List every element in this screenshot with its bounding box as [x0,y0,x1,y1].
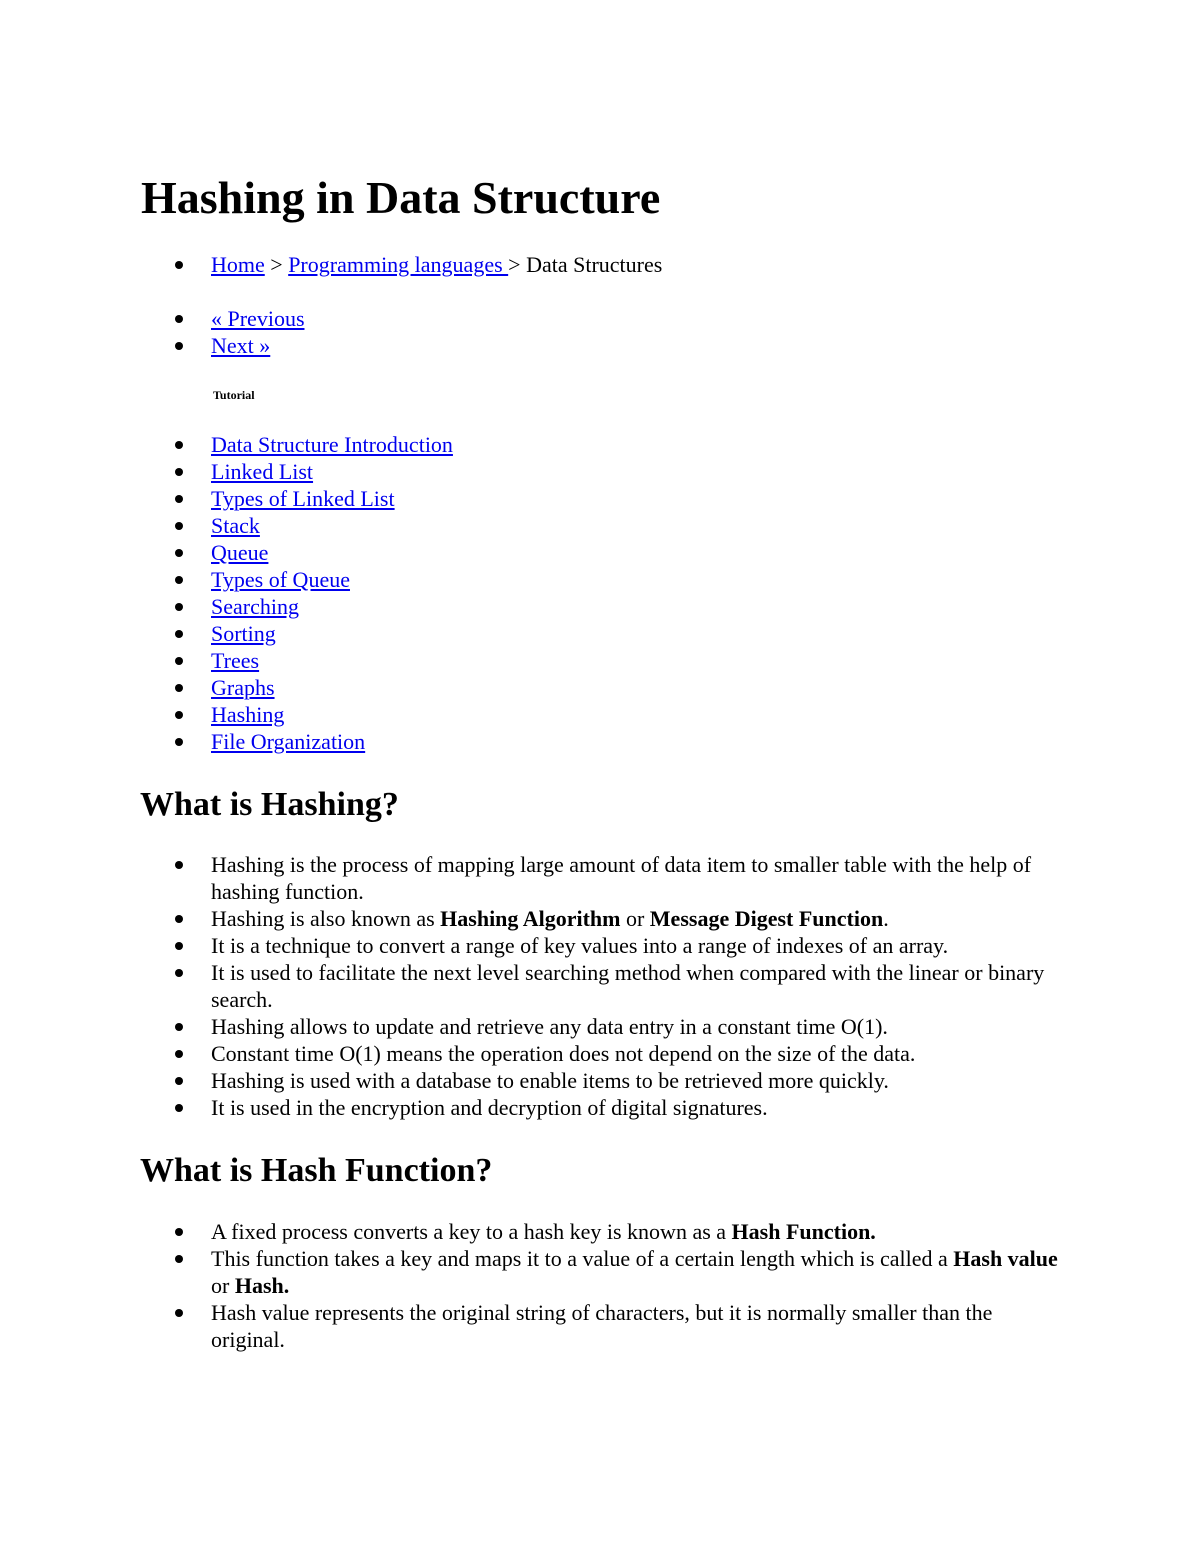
list-item: Constant time O(1) means the operation does not depend on the size of the data. [211,1040,1071,1067]
list-item [211,512,453,539]
tutorial-link-sorting[interactable]: Sorting [211,621,276,646]
list-item: It is a technique to convert a range of key values into a range of indexes of an array. [211,932,1071,959]
bold-term: Hash. [234,1273,290,1298]
list-item [211,539,453,566]
what-is-hash-function-list [211,1218,1071,1353]
tutorial-link-linked-list[interactable]: Linked List [211,459,314,484]
list-item [211,905,1071,932]
tutorial-link-queue[interactable]: Queue [211,540,269,565]
tutorial-link-trees[interactable]: Trees [211,648,260,673]
list-item [211,728,453,755]
list-item [211,485,453,512]
list-item: Hash value represents the original string of characters, but it is normally smaller than the original. [211,1299,1071,1353]
tutorial-link-file-organization[interactable]: File Organization [211,729,366,754]
pager [211,305,305,359]
bold-term: Hashing Algorithm [440,906,621,931]
list-item: Hashing is used with a database to enable items to be retrieved more quickly. [211,1067,1071,1094]
tutorial-link-hashing[interactable]: Hashing [211,702,285,727]
tutorial-link-types-of-linked-list[interactable]: Types of Linked List [211,486,395,511]
what-is-hash-function-heading: What is Hash Function? [140,1152,493,1189]
list-item [211,566,453,593]
tutorial-link-stack[interactable]: Stack [211,513,260,538]
bullet-text: or [620,906,650,931]
tutorial-link-data-structure-introduction[interactable]: Data Structure Introduction [211,432,453,457]
list-item [211,431,453,458]
next-link[interactable]: Next » [211,333,271,358]
list-item [211,674,453,701]
bold-term: Hash value [953,1246,1058,1271]
list-item [211,701,453,728]
breadcrumb-separator: > [508,252,527,277]
list-item [211,1218,1071,1245]
page-title: Hashing in Data Structure [141,172,661,223]
bullet-text: A fixed process converts a key to a hash key is known as a [211,1219,732,1244]
list-item [211,620,453,647]
previous-link[interactable]: « Previous [211,306,305,331]
bullet-text: This function takes a key and maps it to a value of a certain length which is called a [211,1246,954,1271]
breadcrumb-home-link[interactable]: Home [211,252,265,277]
list-item [211,458,453,485]
pager-item [211,332,305,359]
tutorial-link-types-of-queue[interactable]: Types of Queue [211,567,350,592]
bullet-text: Hashing is also known as [211,906,441,931]
breadcrumb [211,251,662,278]
list-item [211,1245,1071,1299]
list-item [211,593,453,620]
tutorial-link-searching[interactable]: Searching [211,594,299,619]
list-item: Hashing is the process of mapping large amount of data item to smaller table with the help of hashing function. [211,851,1071,905]
list-item [211,647,453,674]
what-is-hashing-list [211,851,1071,1121]
breadcrumb-separator: > [264,252,289,277]
breadcrumb-item [211,251,662,278]
bold-term: Message Digest Function [649,906,884,931]
bold-term: Hash Function. [731,1219,876,1244]
breadcrumb-current: Data Structures [526,252,663,277]
tutorial-link-graphs[interactable]: Graphs [211,675,275,700]
list-item: It is used in the encryption and decryption of digital signatures. [211,1094,1071,1121]
bullet-text: . [883,906,889,931]
pager-item [211,305,305,332]
breadcrumb-programming-link[interactable]: Programming languages [288,252,509,277]
what-is-hashing-heading: What is Hashing? [140,786,399,823]
bullet-text: or [211,1273,235,1298]
tutorial-list [211,431,453,755]
list-item: Hashing allows to update and retrieve any data entry in a constant time O(1). [211,1013,1071,1040]
tutorial-label: Tutorial [213,388,255,402]
list-item: It is used to facilitate the next level searching method when compared with the linear or binary search. [211,959,1071,1013]
